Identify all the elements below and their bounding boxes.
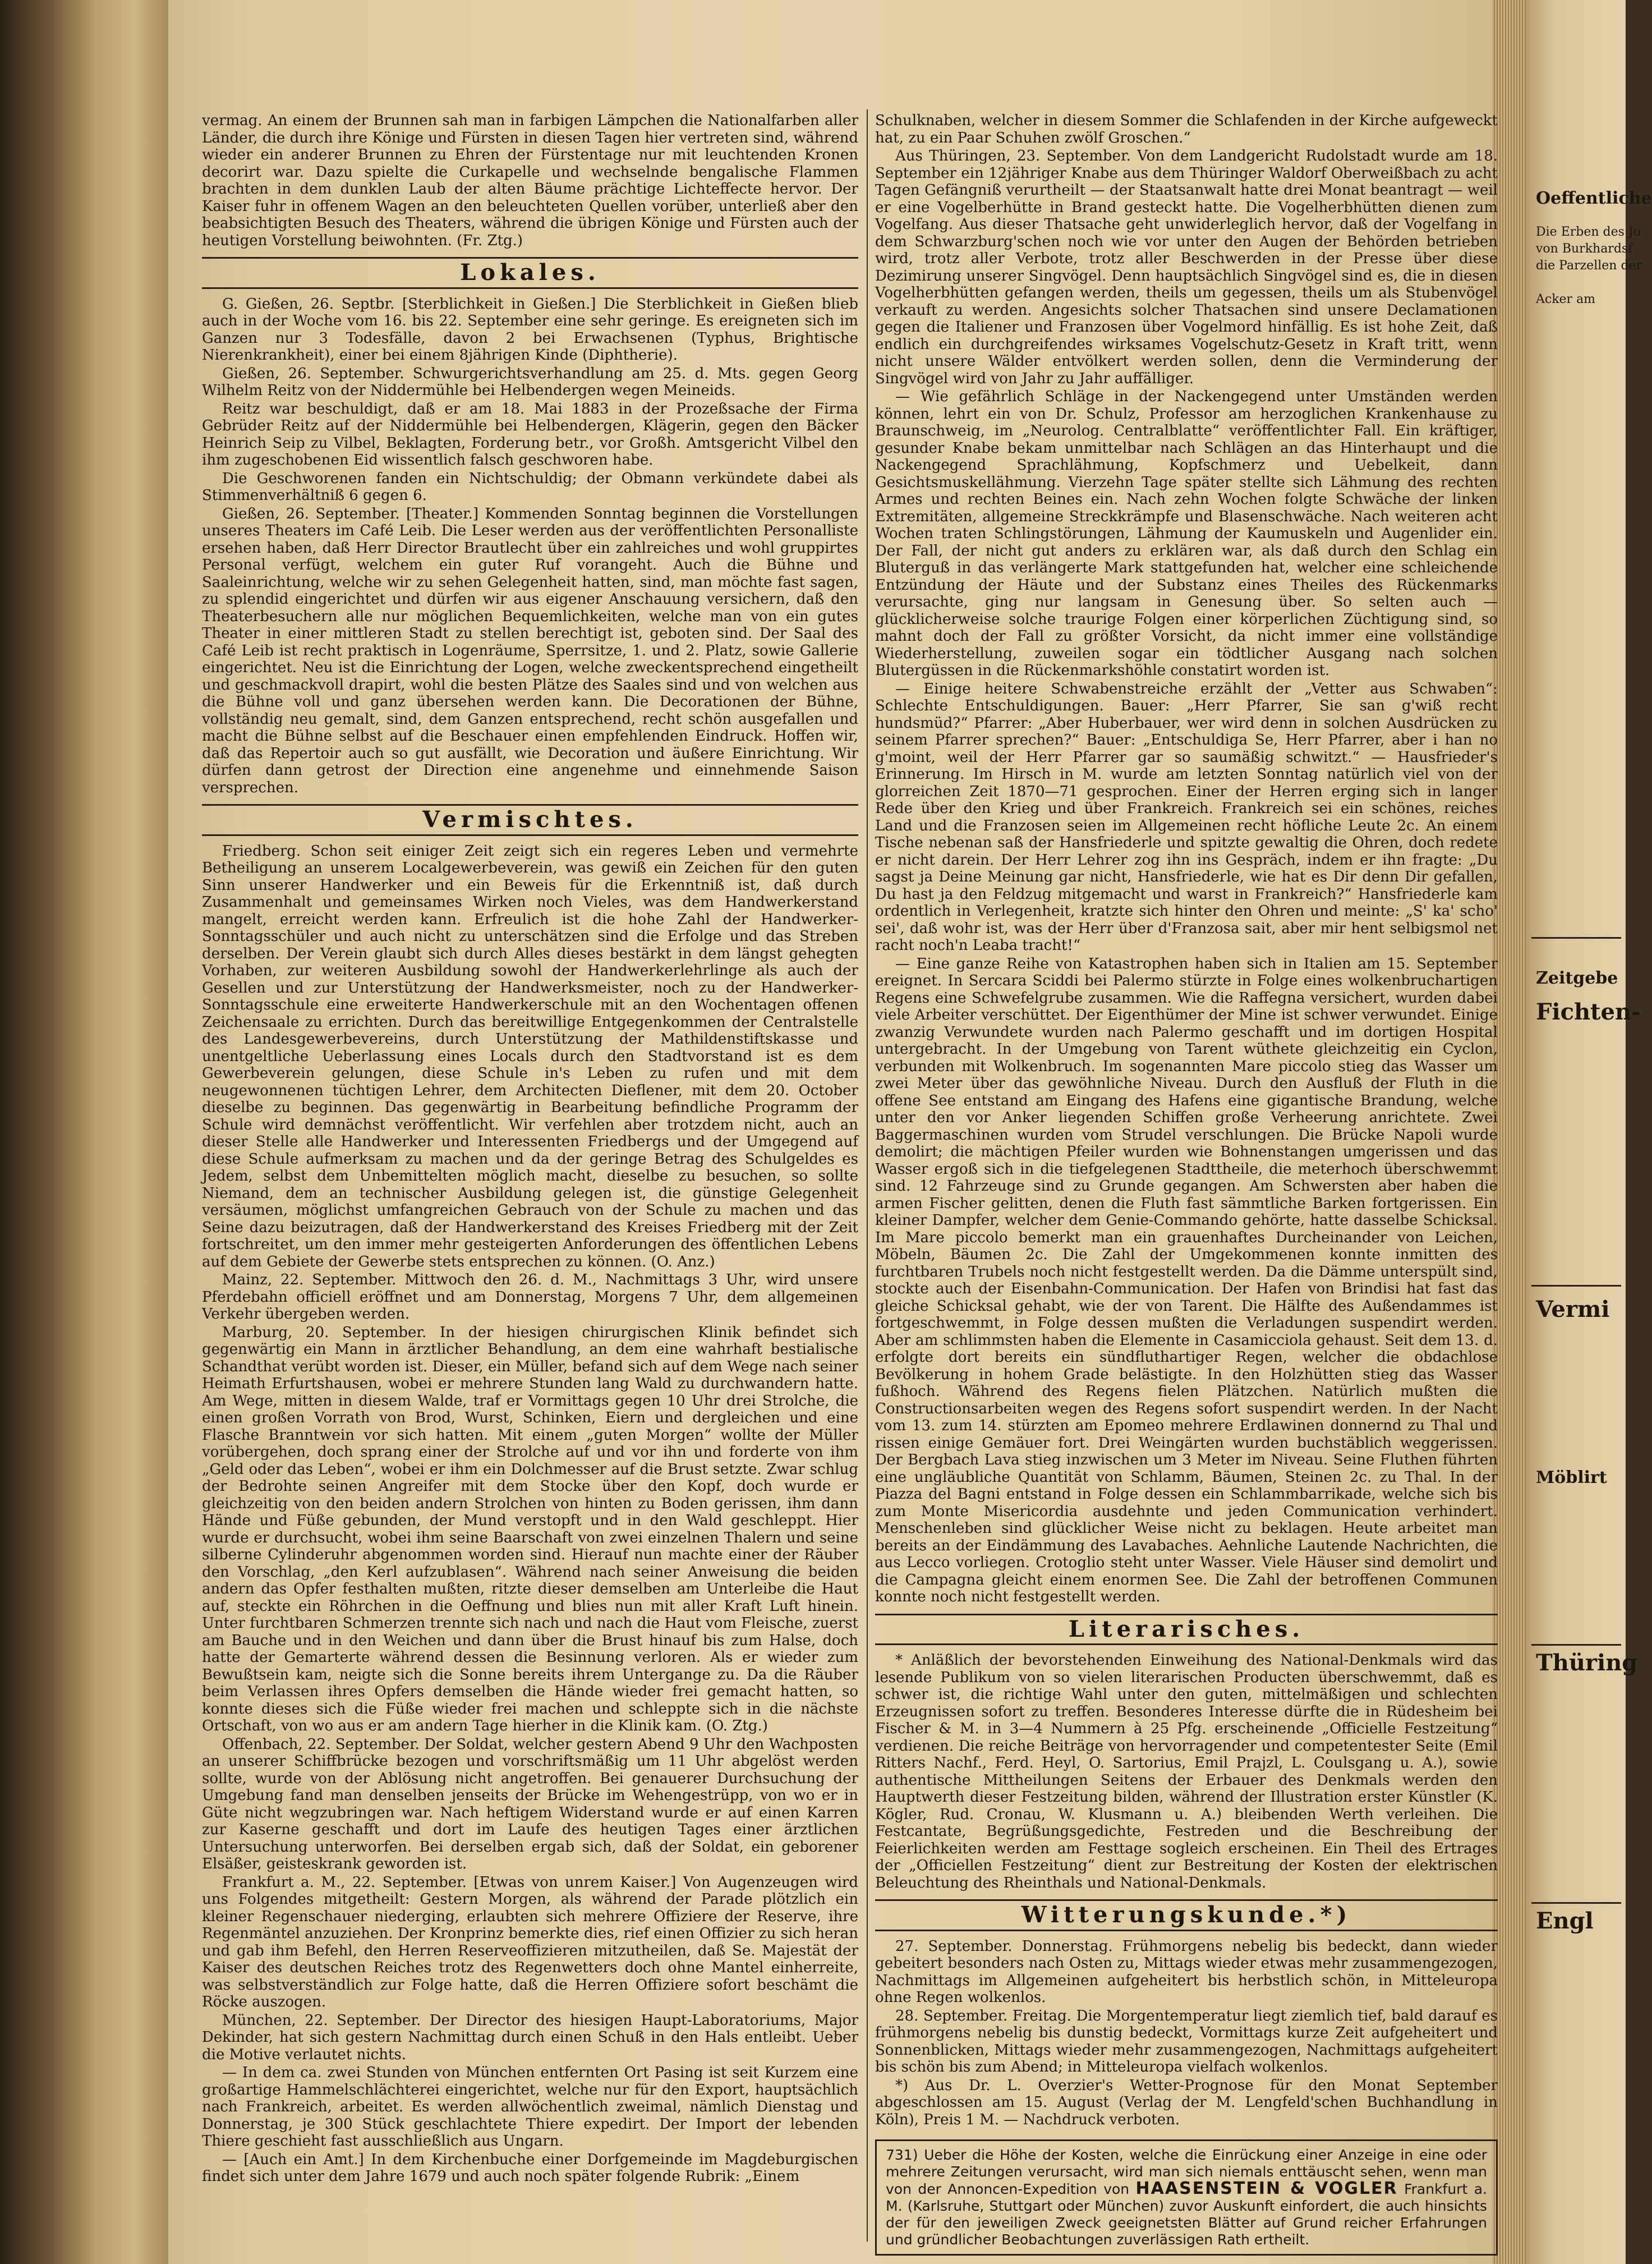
fragment-text: die Parzellen der xyxy=(1536,259,1642,273)
divider-line xyxy=(1531,937,1621,939)
section-heading-literarisches: Literarisches. xyxy=(875,1614,1498,1646)
weather-paragraph: 27. September. Donnerstag. Frühmorgens nebelig bis bedeckt, dann wieder gebeitert besonders nach Osten zu, Mittags wieder etwas mehr zusammengezogen, Nachmittags im Allgemeinen aufgeheitert bis herbstlich schön, in Mitteleuropa ohne Regen wolkenlos. xyxy=(875,1937,1498,2006)
section-heading-lokales: Lokales. xyxy=(202,257,858,289)
right-column xyxy=(875,112,1498,2256)
book-binding xyxy=(0,0,168,2264)
lokales-paragraph: Reitz war beschuldigt, daß er am 18. Mai 1883 in der Prozeßsache der Firma Gebrüder Reitz auf der Niddermühle bei Helbendergen, Klägerin, gegen den Bäcker Heinrich Seip zu Vilbel, Beklagten, Forderung betr., vor Großh. Amtsgericht Vilbel den ihm zugeschobenen Eid wissentlich falsch geschworen habe. xyxy=(202,400,858,469)
lokales-paragraph: Gießen, 26. September. Schwurgerichtsverhandlung am 25. d. Mts. gegen Georg Wilhelm Reitz von der Niddermühle bei Helbendergen wegen Meineids. xyxy=(202,365,858,399)
weather-paragraph: 28. September. Freitag. Die Morgentemperatur liegt ziemlich tief, bald darauf es frühmorgens nebelig bis dunstig bedeckt, Vormittags kurze Zeit aufgeheitert und Sonnenblicken, Mittags wieder mehr zusammengezogen, Nachmittags aufgeheitert bis schön bis zum Abend; in Mitteleuropa vielfach wolkenlos. xyxy=(875,2007,1498,2075)
divider-line xyxy=(1531,1644,1621,1646)
vermischtes-paragraph: — [Auch ein Amt.] In dem Kirchenbuche einer Dorfgemeinde im Magdeburgischen findet sich unter dem Jahre 1679 und auch noch später folgende Rubrik: „Einem xyxy=(202,2151,858,2185)
lokales-paragraph: G. Gießen, 26. Septbr. [Sterblichkeit in Gießen.] Die Sterblichkeit in Gießen blieb auch in der Woche vom 16. bis 22. September eine sehr geringe. Es ereigneten sich im Ganzen nur 3 Todesfälle, davon 2 bei Erwachsenen (Typhus, Brightische Nierenkrankheit), einer bei einem 8jährigen Kinde (Diphtherie). xyxy=(202,295,858,364)
column-divider xyxy=(867,109,868,2242)
fragment-text: Fichten- xyxy=(1536,999,1641,1025)
section-heading-witterung: Witterungskunde.*) xyxy=(875,1899,1498,1931)
left-column xyxy=(202,112,858,2187)
intro-paragraph: vermag. An einem der Brunnen sah man in farbigen Lämpchen die Nationalfarben aller Länder, die durch ihre Könige und Fürsten in diesen Tagen hier vertreten sind, während wieder ein anderer Brunnen zu Ehren der Fürstentage nur mit leuchtenden Kronen decorirt war. Dazu spielte die Curkapelle und wechselnde bengalische Flammen brachten in dem dunklen Laub der alten Bäume prächtige Lichteffecte hervor. Der Kaiser fuhr in offenem Wagen an den beleuchteten Quellen vorüber, unterließ aber den beabsichtigten Besuch des Theaters, während die übrigen Könige und Fürsten auch der heutigen Vorstellung beiwohnten. (Fr. Ztg.) xyxy=(202,112,858,249)
fragment-text: von Burkhardsf xyxy=(1536,242,1633,256)
ad-number: 731) xyxy=(886,2147,918,2163)
fragment-text: Vermi xyxy=(1536,1296,1610,1322)
vermischtes-paragraph: Friedberg. Schon seit einiger Zeit zeigt sich ein regeres Leben und vermehrte Betheiligung an unserem Localgewerbeverein, was gewiß ein Zeichen für den guten Sinn unserer Handwerker und ein Beweis für die Erkenntniß ist, daß durch Zusammenhalt und gemeinsames Wirken noch Vieles, was dem Handwerkerstand mangelt, erreicht werden kann. Erfreulich ist die hohe Zahl der Handwerker-Sonntagsschüler und auch nicht zu unterschätzen sind die Erfolge und das Streben derselben. Der Verein glaubt sich durch Alles dieses bestärkt in dem längst gehegten Vorhaben, zur weiteren Ausbildung sowohl der Handwerkerlehrlinge als auch der Gesellen und zur Unterstützung der Handwerksmeister, noch zu der Handwerker-Sonntagsschule eine erweiterte Handwerkerschule mit an den Wochentagen offenen Zeichensaale zu errichten. Durch das bereitwillige Entgegenkommen der Centralstelle des Landesgewerbevereins, durch Unterstützung der Mathildenstiftskasse und unentgeltliche Ueberlassung eines Locals durch den Stadtvorstand ist es dem Gewerbeverein gelungen, diese Schule in's Leben zu rufen und mit dem neugewonnenen tüchtigen Lehrer, dem Architecten Dieflener, mit dem 20. October dieselbe zu beginnen. Das gegenwärtig in Bearbeitung befindliche Programm der Schule wird demnächst veröffentlicht. Wir verfehlen aber trotzdem nicht, auch an dieser Stelle alle Handwerker und Interessenten Friedbergs und der Umgegend auf diese Schule aufmerksam zu machen und da der geringe Betrag des Schulgeldes es Jedem, selbst dem Unbemittelten möglich macht, dieselbe zu besuchen, so sollte Niemand, dem an technischer Ausbildung gelegen ist, die günstige Gelegenheit versäumen, möglichst umfangreichen Gebrauch von der Schule zu machen und das Seine dazu beizutragen, daß der Handwerkerstand des Kreises Friedberg mit der Zeit fortschreitet, um den immer mehr gesteigerten Anforderungen des öffentlichen Lebens auf dem Gebiete der Gewerbe stets entsprechen zu können. (O. Anz.) xyxy=(202,842,858,1270)
fragment-text: Möblirt xyxy=(1536,1468,1607,1487)
fragment-text: Die Erben des Jo xyxy=(1536,225,1641,239)
ad-firm-name: HAASENSTEIN & VOGLER xyxy=(1135,2179,1398,2198)
ad-text: Frankfurt a. M. (Karlsruhe, Stuttgart oder München) zuvor Auskunft einfordert, die auch hinsichts der für den jeweiligen Zweck geeignetsten Blätter auf Grund reicher Erfahrungen und gründlicher Beobachtungen zuverlässigen Rath ertheilt. xyxy=(886,2181,1487,2248)
vermischtes-paragraph: Marburg, 20. September. In der hiesigen chirurgischen Klinik befindet sich gegenwärtig ein Mann in ärztlicher Behandlung, an dem eine wahrhaft bestialische Schandthat verübt worden ist. Dieser, ein Müller, befand sich auf dem Wege nach seiner Heimath Erfurtshausen, wobei er mehrere Stunden lang Wald zu durchwandern hatte. Am Wege, mitten in diesem Walde, traf er Vormittags gegen 10 Uhr drei Strolche, die einen großen Vorrath von Brod, Wurst, Schinken, Eiern und dergleichen und eine Flasche Branntwein vor sich hatten. Mit einem „guten Morgen“ wollte der Müller vorübergehen, doch sprang einer der Strolche auf und vor ihn und forderte von ihm „Geld oder das Leben“, wobei er ihm ein Dolchmesser auf die Brust setzte. Zwar schlug der Bedrohte seinen Angreifer mit dem Stocke über den Kopf, doch wurde er gleichzeitig von den beiden andern Strolchen von hinten zu Boden gerissen, ihm dann Hände und Füße gebunden, der Mund verstopft und in den Wald geschleppt. Hier wurde er durchsucht, wobei ihm seine Baarschaft von zwei einzelnen Thalern und seine silberne Cylinderuhr abgenommen worden sind. Hierauf nun machte einer der Räuber den Vorschlag, „den Kerl aufzublasen“. Während nach seiner Anweisung die beiden andern das Opfer festhalten mußten, ritzte dieser demselben am Unterleibe die Haut auf, steckte ein Röhrchen in die Oeffnung und blies nun mit aller Kraft Luft hinein. Unter furchtbaren Schmerzen trennte sich nach und nach die Haut vom Fleische, zuerst am Bauche und in den Weichen und dann über die Brust hinauf bis zum Halse, doch hatte der Gemarterte während dessen die Besinnung verloren. Als er wieder zum Bewußtsein kam, neigte sich die Sonne bereits ihrem Untergange zu. Da die Räuber beim Verlassen ihres Opfers demselben die Hände wieder frei gemacht hatten, so konnte dieses sich die Füße wieder frei machen und schleppte sich in die nächste Ortschaft, von wo aus er am andern Tage hierher in die Klinik kam. (O. Ztg.) xyxy=(202,1324,858,1734)
lokales-paragraph: Die Geschworenen fanden ein Nichtschuldig; der Obmann verkündete dabei als Stimmenverhältniß 6 gegen 6. xyxy=(202,470,858,504)
vermischtes-paragraph: — In dem ca. zwei Stunden von München entfernten Ort Pasing ist seit Kurzem eine großartige Hammelschlächterei eingerichtet, welche nur für den Export, hauptsächlich nach Frankreich, arbeitet. Es werden allwöchentlich zweimal, nämlich Dienstag und Donnerstag, je 300 Stück geschlachtete Thiere expedirt. Der Import der lebenden Thiere geschieht fast ausschließlich aus Ungarn. xyxy=(202,2064,858,2150)
vermischtes-paragraph: Frankfurt a. M., 22. September. [Etwas von unrem Kaiser.] Von Augenzeugen wird uns Folgendes mitgetheilt: Gestern Morgen, als während der Parade plötzlich ein kleiner Regenschauer niederging, erlaubten sich mehrere Offiziere der Reserve, ihre Regenmäntel anzuziehen. Der Kronprinz bemerkte dies, rief einen Offizier zu sich heran und gab ihm Befehl, den Herren Reserveoffizieren mitzutheilen, daß Se. Majestät der Kaiser des deutschen Reiches trotz des Regenwetters doch ohne Mantel einherreite, was selbstverständlich zur Folge hatte, daß die Herren Offiziere sofort beschämt die Röcke auszogen. xyxy=(202,1873,858,2010)
weather-footnote: *) Aus Dr. L. Overzier's Wetter-Prognose für den Monat September abgeschlossen am 15. August (Verlag der M. Lengfeld'schen Buchhandlung in Köln), Preis 1 M. — Nachdruck verboten. xyxy=(875,2077,1498,2128)
fragment-text: Thüring xyxy=(1536,1650,1638,1676)
divider-line xyxy=(1531,1902,1621,1904)
advertisement-box xyxy=(875,2139,1498,2256)
news-paragraph: — Wie gefährlich Schläge in der Nackengegend unter Umständen werden können, lehrt ein von Dr. Schulz, Professor am herzoglichen Krankenhause zu Braunschweig, im „Neurolog. Centralblatte“ veröffentlichter Fall. Ein kräftiger, gesunder Knabe bekam unmittelbar nach Schlägen an das Hinterhaupt und die Nackengegend Sprachlähmung, Kopfschmerz und Uebelkeit, dann Gesichtsmuskellähmung. Vierzehn Tage später stellte sich Lähmung des rechten Armes und rechten Beines ein. Nach zehn Wochen folgte Schwäche der linken Extremitäten, allgemeine Streckkrämpfe und Blasenschwäche. Nach weiteren acht Wochen traten Schlingstörungen, Lähmung der Kaumuskeln und Augenlider ein. Der Fall, der nicht gut anders zu erklären war, als daß durch den Schlag ein Bluterguß in das verlängerte Mark stattgefunden hat, welcher eine schleichende Entzündung der Häute und der Substanz eines Theiles des Rückenmarks verursachte, ging nur langsam in Genesung über. So selten auch — glücklicherweise solche traurige Folgen einer körperlichen Züchtigung sind, so mahnt doch der Fall zu größter Vorsicht, da nicht immer eine vollständige Wiederherstellung, zuweilen sogar ein tödtlicher Ausgang nach solchen Blutergüssen in die Rückenmarkshöhle constatirt worden ist. xyxy=(875,388,1498,679)
lokales-paragraph: Gießen, 26. September. [Theater.] Kommenden Sonntag beginnen die Vorstellungen unseres Theaters im Café Leib. Die Leser werden aus der veröffentlichten Personalliste ersehen haben, daß Herr Director Brautlecht über ein zahlreiches und wohl gruppirtes Personal verfügt, welchem ein guter Ruf vorangeht. Auch die Bühne und Saaleinrichtung, welche wir zu sehen Gelegenheit hatten, sind, man möchte fast sagen, zu splendid eingerichtet und dürfen wir aus eigener Anschauung versichern, daß den Theaterbesuchern alle nur möglichen Bequemlichkeiten, welche man von ein gutes Theater in einer mittleren Stadt zu stellen berechtigt ist, geboten sind. Der Saal des Café Leib ist recht praktisch in Logenräume, Sperrsitze, 1. und 2. Platz, sowie Gallerie eingerichtet. Neu ist die Einrichtung der Logen, welche zweckentsprechend eingetheilt und geschmackvoll drapirt, wohl die besten Plätze des Saales sind und von welchen aus die Bühne voll und ganz übersehen werden kann. Die Decorationen der Bühne, vollständig neu gemalt, sind, dem Ganzen entsprechend, recht schön ausgefallen und macht die Bühne selbst auf die Beschauer einen empfehlenden Eindruck. Hoffen wir, daß das Repertoir auch so gut ausfällt, wie Decoration und äußere Einrichtung. Wir dürfen dann getrost der Direction eine angenehme und einnehmende Saison versprechen. xyxy=(202,505,858,796)
news-paragraph: — Eine ganze Reihe von Katastrophen haben sich in Italien am 15. September ereignet. In Sercara Sciddi bei Palermo stürzte in Folge eines wolkenbruchartigen Regens eine Schwefelgrube zusammen. Wie die Raffegna versichert, wurden dabei viele Arbeiter verschüttet. Der Eigenthümer der Mine ist schwer verwundet. Einige zwanzig Verwundete wurden nach Palermo geschafft und im dortigen Hospital untergebracht. In der Umgebung von Tarent wüthete gleichzeitig ein Cyclon, verbunden mit Wolkenbruch. Im sogenannten Mare piccolo stieg das Wasser um zwei Meter über das gewöhnliche Niveau. Durch den Ausfluß der Fluth in die offene See entstand am Eingang des Hafens eine gigantische Brandung, welche unter den vor Anker liegenden Schiffen große Verheerung anrichtete. Zwei Baggermaschinen wurden vom Strudel verschlungen. Die Brücke Napoli wurde demolirt; die mächtigen Pfeiler wurden wie Bohnenstangen umgerissen und das Wasser ergoß sich in die tiefgelegenen Stadttheile, die meterhoch überschwemmt sind. 12 Fahrzeuge sind zu Grunde gegangen. Am Schwersten aber haben die armen Fischer gelitten, denen die Fluth fast sämmtliche Barken fortgerissen. Ein kleiner Dampfer, welcher dem Genie-Commando gehörte, hatte dasselbe Schicksal. Im Mare piccolo bemerkt man ein grauenhaftes Durcheinander von Leichen, Möbeln, Bäumen 2c. Die Zahl der Umgekommenen konnte inmitten des furchtbaren Trubels noch nicht festgestellt werden. Da die Dämme unterspült sind, stockte auch der Eisenbahn-Communication. Der Hafen von Brindisi hat fast das gleiche Schicksal gehabt, wie der von Tarent. Die Hälfte des Außendammes ist fortgeschwemmt, in Folge dessen mußten die Verladungen suspendirt werden. Aber am schlimmsten haben die Elemente in Casamicciola gehaust. Seit dem 13. d. erfolgte dort bereits ein sündfluthartiger Regen, welcher die obdachlose Bevölkerung in hohem Grade belästigte. In den Holzhütten stieg das Wasser fußhoch. Während des Regens fielen Plätzchen. Natürlich mußten die Constructionsarbeiten wegen des Regens sofort suspendirt werden. In der Nacht vom 13. zum 14. stürzten am Epomeo mehrere Erdlawinen donnernd zu Thal und rissen einige Gemäuer fort. Drei Weingärten wurden buchstäblich weggerissen. Der Bergbach Lava stieg inzwischen um 3 Meter im Niveau. Seine Fluthen führten eine ungläubliche Quantität von Schlamm, Bäumen, Steinen 2c. zu Thal. In der Piazza del Bagni entstand in Folge dessen ein Schlammbarrikade, welche sich bis zum Monte Misericordia ausdehnte und jeden Communication verhindert. Menschenleben sind glücklicher Weise nicht zu beklagen. Heute arbeitet man bereits an der Eindämmung des Lavabaches. Aehnliche Lautende Nachrichten, die aus Lecco vorliegen. Crotoglio steht unter Wasser. Viele Häuser sind demolirt und die Campagna gleicht einem enormen See. Die Zahl der betroffenen Communen konnte noch nicht festgestellt werden. xyxy=(875,955,1498,1605)
divider-line xyxy=(1531,1285,1621,1287)
section-heading-vermischtes: Vermischtes. xyxy=(202,804,858,836)
ad-text: Ueber die Höhe der Kosten, welche die Einrückung einer Anzeige in eine oder mehrere Zeitungen verursacht, wird man sich niemals enttäuscht sehen, wenn man von der Annoncen-Expedition von xyxy=(886,2147,1487,2197)
fragment-text: Engl xyxy=(1536,1908,1594,1934)
fragment-text: Zeitgebe xyxy=(1536,968,1618,988)
vermischtes-paragraph: Offenbach, 22. September. Der Soldat, welcher gestern Abend 9 Uhr den Wachposten an unserer Schiffbrücke bezogen und vorschriftsmäßig um 11 Uhr abgelöst werden sollte, wurde von der Ablösung nicht angetroffen. Bei genauerer Durchsuchung der Umgebung fand man denselben jenseits der Brücke im Wehengestrüpp, von wo er in Güte nicht wegzubringen war. Nach heftigem Widerstand wurde er auf einen Karren zur Kaserne geschafft und dort im Laufe des heutigen Tages einer ärztlichen Untersuchung unterworfen. Bei derselben ergab sich, daß der Soldat, ein geborener Elsäßer, geisteskrank geworden ist. xyxy=(202,1735,858,1872)
literarisches-paragraph: * Anläßlich der bevorstehenden Einweihung des National-Denkmals wird das lesende Publikum von so vielen literarischen Producten überschwemmt, daß es schwer ist, die richtige Wahl unter den guten, mittelmäßigen und schlechten Erzeugnissen sofort zu treffen. Besonderes Interesse dürfte die in Rüdesheim bei Fischer & M. in 3—4 Nummern à 25 Pfg. erscheinende „Officielle Festzeitung“ verdienen. Die reiche Beiträge von hervorragender und competentester Seite (Emil Ritters Nachf., Ferd. Heyl, O. Sartorius, Emil Prajzl, L. Coulsgang u. A.), sowie authentische Mittheilungen Seitens der Erbauer des Denkmals werden den Hauptwerth dieser Festzeitung bilden, während der Illustration erster Künstler (K. Kögler, Rud. Cronau, W. Klusmann u. A.) bleibenden Werth verleihen. Die Festcantate, Begrüßungsgedichte, Festreden und die Beschreibung der Feierlichkeiten werden am Festtage sogleich erscheinen. Ein Theil des Ertrages der „Officiellen Festzeitung“ dient zur Bestreitung der Kosten der elektrischen Beleuchtung des Rheinthals und National-Denkmals. xyxy=(875,1652,1498,1891)
news-paragraph: Schulknaben, welcher in diesem Sommer die Schlafenden in der Kirche aufgeweckt hat, zu ein Paar Schuhen zwölf Groschen.“ xyxy=(875,112,1498,146)
news-paragraph: — Einige heitere Schwabenstreiche erzählt der „Vetter aus Schwaben“: Schlechte Entschuldigungen. Bauer: „Herr Pfarrer, Sie san g'wiß recht hundsmüd?“ Pfarrer: „Aber Huberbauer, wer wird denn in solchen Ausdrücken zu seinem Pfarrer sprechen?“ Bauer: „Entschuldiga Se, Herr Pfarrer, aber i han no g'moint, weil der Herr Pfarrer gar so saumäßig schwitzt.“ — Hausfrieder's Erinnerung. Im Hirsch in M. wurde am letzten Sonntag natürlich viel von der glorreichen Zeit 1870—71 gesprochen. Einer der Herren erging sich in langer Rede über den Krieg und über Frankreich. Frankreich sei ein schönes, reiches Land und die Franzosen seien im Allgemeinen recht höfliche Leute 2c. An einem Tische nebenan saß der Hansfriederle und spitzte gewaltig die Ohren, doch redete er nicht darein. Der Herr Lehrer zog ihn ins Gespräch, indem er ihn fragte: „Du sagst ja Deine Meinung gar nicht, Hansfriederle, wie hat es Dir denn Dir gefallen, Du hast ja den Feldzug mitgemacht und warst in Frankreich?“ Hansfriederle kam ordentlich in Verlegenheit, kratzte sich hinter den Ohren und meinte: „S' ka' scho' sei', daß wohr ist, was der Herr über d'Franzosa sait, aber mir hent selbigsmol net racht noch'n Leaba tracht!“ xyxy=(875,680,1498,954)
fragment-text: Acker am xyxy=(1536,292,1596,306)
fragment-text: Oeffentliche xyxy=(1536,189,1652,208)
vermischtes-paragraph: München, 22. September. Der Director des hiesigen Haupt-Laboratoriums, Major Dekinder, hat sich gestern Nachmittag durch einen Schuß in den Hals entleibt. Ueber die Motive verlautet nichts. xyxy=(202,2012,858,2063)
vermischtes-paragraph: Mainz, 22. September. Mittwoch den 26. d. M., Nachmittags 3 Uhr, wird unsere Pferdebahn officiell eröffnet und am Donnerstag, Morgens 7 Uhr, dem allgemeinen Verkehr übergeben werden. xyxy=(202,1271,858,1322)
next-page-fragment xyxy=(1526,0,1652,2264)
news-paragraph: Aus Thüringen, 23. September. Von dem Landgericht Rudolstadt wurde am 18. September ein 12jähriger Knabe aus dem Thüringer Waldorf Oberweißbach zu acht Tagen Gefängniß verurtheilt — der Staatsanwalt hatte drei Monat beantragt — weil er eine Vogelberhütte in Brand gesteckt hatte. Die Vogelherbhütten dienen zum Vogelfang. Aus dieser Thatsache geht unwiderleglich hervor, daß der Vogelfang in dem Schwarzburg'schen noch wie vor unter den Augen der Behörden betrieben wird, trotz aller Verbote, trotz aller Beschwerden in der Presse über diese Dezimirung unserer Singvögel. Denn hauptsächlich Singvögel sind es, die in diesen Vogelherbhütten gefangen werden, theils um gegessen, theils um als Stubenvögel verkauft zu werden. Angesichts solcher Thatsachen sind unsere Declamationen gegen die Italiener und Franzosen über Vogelmord hinfällig. Es ist hohe Zeit, daß endlich ein durchgreifendes wirksames Vogelschutz-Gesetz in Kraft tritt, wenn nicht unsere Wälder entvölkert werden sollen, denn die Verminderung der Singvögel wird von Jahr zu Jahr auffälliger. xyxy=(875,148,1498,387)
